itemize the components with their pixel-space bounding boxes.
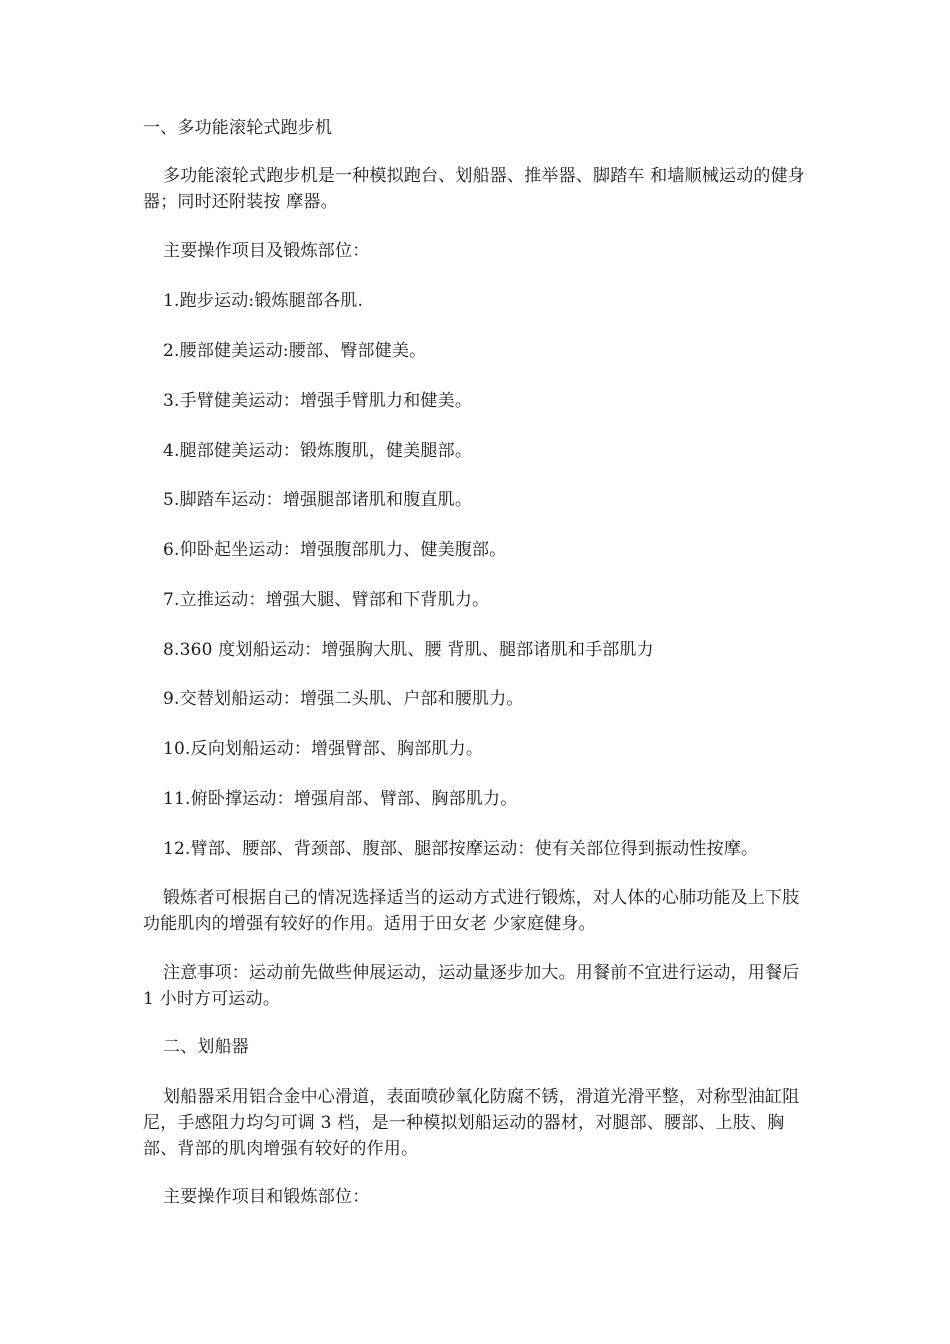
list-item: 6.仰卧起坐运动：增强腹部肌力、健美腹部。: [163, 540, 507, 560]
list-item: 2.腰部健美运动:腰部、臀部健美。: [163, 341, 427, 361]
list-item: 5.脚踏车运动：增强腿部诸肌和腹直肌。: [163, 490, 473, 510]
section2-list-heading: 主要操作项目和锻炼部位：: [163, 1187, 370, 1207]
list-item: 9.交替划船运动：增强二头肌、户部和腰肌力。: [163, 689, 524, 709]
section2-title: 二、划船器: [163, 1037, 249, 1057]
list-item: 4.腿部健美运动：锻炼腹肌，健美腿部。: [163, 441, 473, 461]
section1-list-heading: 主要操作项目及锻炼部位：: [163, 241, 370, 261]
list-item: 11.俯卧撑运动：增强肩部、臂部、胸部肌力。: [163, 789, 518, 809]
list-item: 1.跑步运动:锻炼腿部各肌.: [163, 291, 364, 311]
list-item: 12.臂部、腰部、背颈部、腹部、腿部按摩运动：使有关部位得到振动性按摩。: [163, 839, 759, 859]
section2-intro: 划船器采用铝合金中心滑道，表面喷砂氧化防腐不锈，滑道光滑平整，对称型油缸阻尼，手感阻力均匀可调 3 档，是一种模拟划船运动的器材，对腿部、腰部、上肢、胸部、背部的肌肉增强有较好的作用。: [143, 1087, 800, 1159]
list-item: 8.360 度划船运动：增强胸大肌、腰 背肌、腿部诸肌和手部肌力: [163, 640, 654, 660]
list-item: 10.反向划船运动：增强臂部、胸部肌力。: [163, 739, 484, 759]
list-item: 3.手臂健美运动：增强手臂肌力和健美。: [163, 391, 473, 411]
section1-title: 一、多功能滚轮式跑步机: [143, 118, 333, 138]
section1-notes: 注意事项：运动前先做些伸展运动，运动量逐步加大。用餐前不宜进行运动，用餐后 1 小时方可运动。: [143, 963, 800, 1009]
section1-intro: 多功能滚轮式跑步机是一种模拟跑台、划船器、推举器、脚踏车 和墙顺械运动的健身器；同时还附装按 摩器。: [143, 166, 806, 212]
section1-summary: 锻炼者可根据自己的情况选择适当的运动方式进行锻炼，对人体的心肺功能及上下肢功能肌肉的增强有较好的作用。适用于田女老 少家庭健身。: [143, 888, 800, 934]
list-item: 7.立推运动：增强大腿、臂部和下背肌力。: [163, 590, 490, 610]
